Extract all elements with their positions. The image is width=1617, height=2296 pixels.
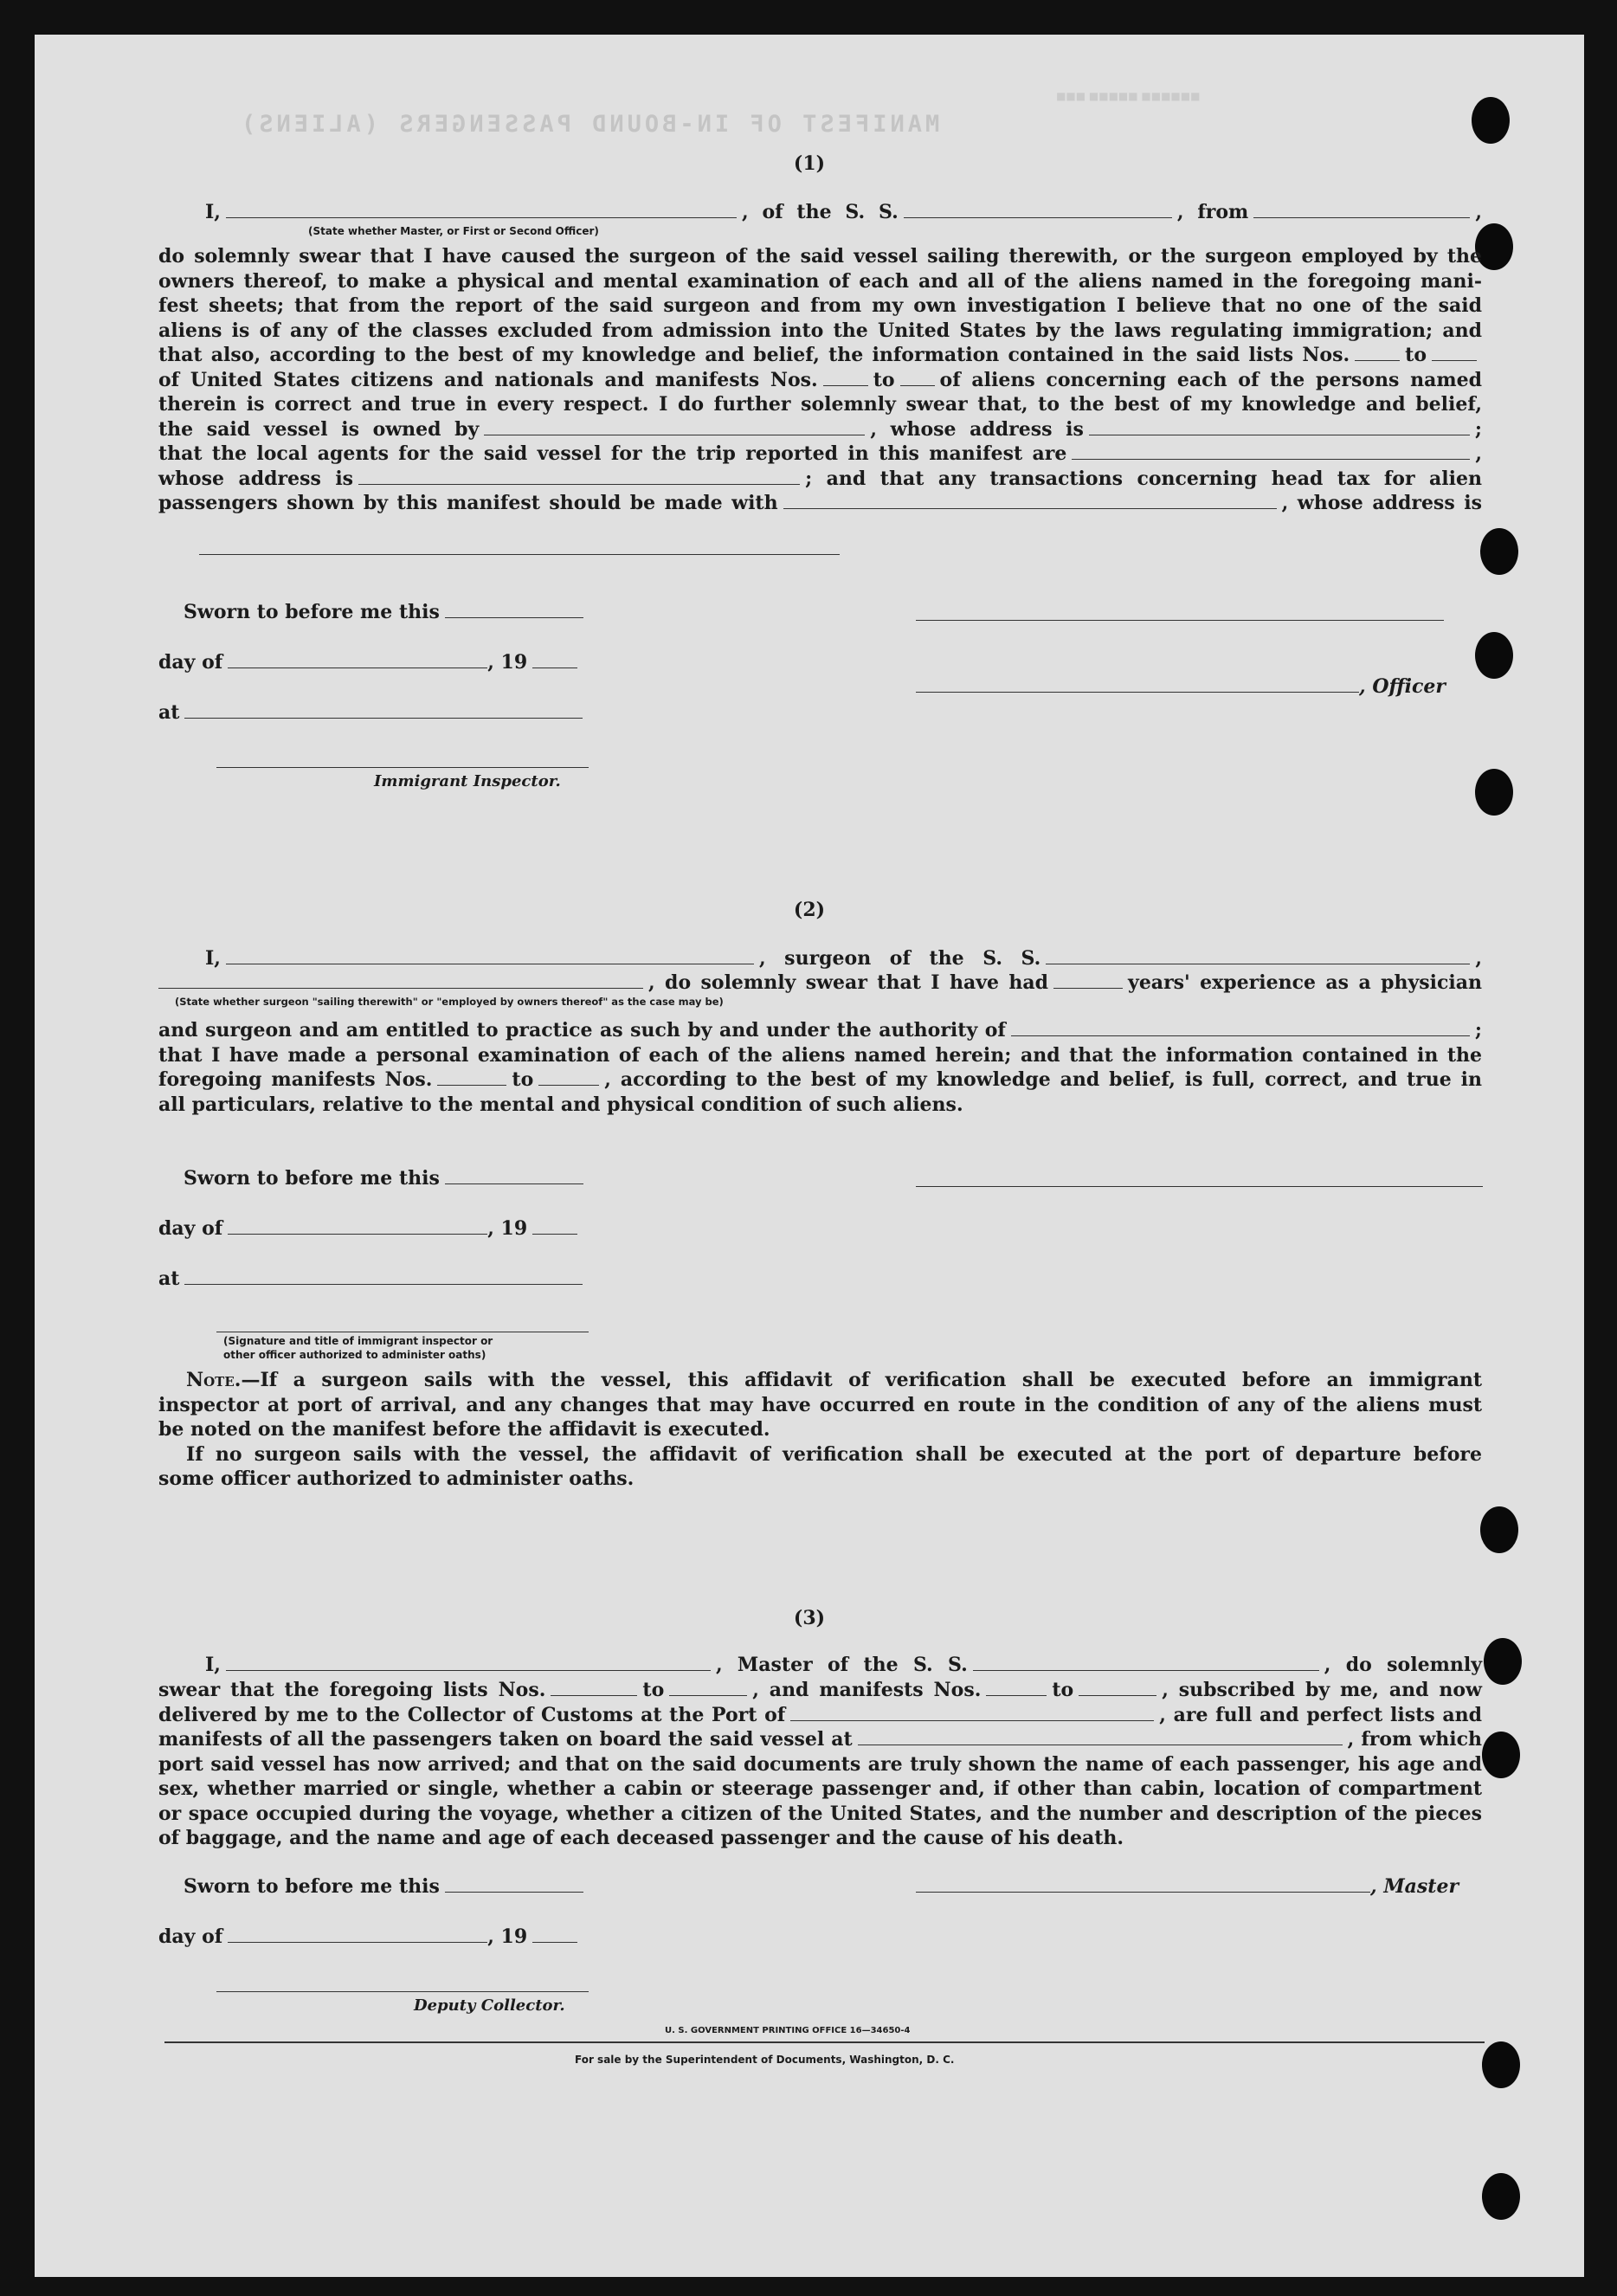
s2-second-line: , do solemnly swear that I have had years' experience as a physician	[158, 971, 1482, 994]
s2-sig-caption-2: other officer authorized to administer oaths)	[223, 1349, 486, 1361]
blank-line	[445, 1170, 583, 1184]
s3-day-of: day of , 19	[158, 1925, 583, 1948]
footer-text: For sale by the Superintendent of Documents, Washington, D. C.	[575, 2054, 955, 2066]
s1-officer: , Officer	[916, 675, 1446, 698]
blank-line	[823, 371, 868, 386]
blank-line	[532, 654, 577, 668]
s3-sworn: Sworn to before me this	[184, 1875, 589, 1898]
punch-hole	[1484, 1638, 1522, 1685]
punch-hole	[1480, 1506, 1518, 1553]
blank-line	[1355, 346, 1400, 361]
s2-at: at	[158, 1267, 588, 1290]
blank-line	[669, 1681, 747, 1696]
blank-line	[226, 203, 737, 218]
blank-line	[1011, 1022, 1470, 1036]
s3-first-line: I, , Master of the S. S. , do solemnly	[205, 1654, 1482, 1676]
section-1-number: (1)	[793, 152, 826, 175]
blank-line	[904, 203, 1172, 218]
s1-caption: (State whether Master, or First or Second Officer)	[308, 225, 599, 237]
blank-line	[1053, 974, 1123, 989]
s2-day-of: day of , 19	[158, 1217, 583, 1240]
blank-line	[1089, 421, 1470, 435]
s2-surgeon-sig	[916, 1186, 1483, 1187]
s3-collector-label: Deputy Collector.	[414, 1996, 565, 2015]
blank-line	[445, 603, 583, 618]
blank-line	[358, 470, 800, 485]
s1-paragraph: do solemnly swear that I have caused the surgeon of the said vessel sailing therewith, or the surgeon employed by the owners thereof, to make a physical and mental examination of each and all of the aliens named in the foregoing mani- fest sheets; that from the report of the said surgeon and from my own investigation I believe that no one of the said aliens is of any of the classes excluded from admission into the United States by the laws regulating immigration; and that also, according to the best of my knowledge and belief, the information contained in the said lists Nos. to of United States citizens and nationals and manifests Nos. to of aliens concerning each of the persons named therein is correct and true in every respect. I do further solemnly swear that, to the best of my knowledge and belief, the said vessel is owned by , whose address is ; that the local agents for the said vessel for the trip reported in this manifest are , whose address is ; and that any transactions concerning head tax for alien passengers shown by this manifest should be made with , whose address is	[158, 245, 1482, 514]
s1-inspector-sig	[216, 767, 589, 768]
s1-at: at	[158, 701, 588, 724]
s1-inspector-label: Immigrant Inspector.	[374, 772, 561, 790]
blank-line	[1046, 950, 1470, 964]
s2-caption: (State whether surgeon "sailing therewith" or "employed by owners thereof" as the case may be)	[175, 996, 724, 1008]
blank-line	[532, 1928, 577, 1943]
blank-line	[1079, 1681, 1156, 1696]
blank-line	[184, 1270, 583, 1285]
printing-office-line: U. S. GOVERNMENT PRINTING OFFICE 16—34650-4	[665, 2026, 911, 2035]
blank-line	[858, 1731, 1343, 1745]
punch-hole	[1482, 2173, 1520, 2220]
s2-note: Note.—If a surgeon sails with the vessel, this affidavit of verification shall be executed before an immigrant inspector at port of arrival, and any changes that may have occurred en route in the condition of any of the aliens must be noted on the manifest before the affidavit is executed. If no surgeon sails with the vessel, the affidavit of verification shall be executed at the port of departure before some officer authorized to administer oaths.	[158, 1369, 1482, 1490]
punch-hole	[1472, 97, 1510, 144]
blank-line	[484, 421, 865, 435]
s1-officer-sig-top	[916, 620, 1444, 621]
s2-first-line: I, , surgeon of the S. S. ,	[205, 947, 1482, 970]
blank-line	[790, 1706, 1154, 1721]
section-3-number: (3)	[793, 1607, 826, 1629]
blank-line	[184, 704, 583, 719]
s2-paragraph: and surgeon and am entitled to practice as such by and under the authority of ; that I have made a personal examination of each of the aliens named herein; and that the information contained in the foregoing manifests Nos. to , according to the best of my knowledge and belief, is full, correct, and true in all particulars, relative to the mental and physical condition of such aliens.	[158, 1019, 1482, 1116]
section-2-number: (2)	[793, 899, 826, 921]
blank-line	[158, 974, 643, 989]
punch-hole	[1482, 2041, 1520, 2088]
s1-continuation-line	[199, 554, 840, 555]
bleed-through-title: MANIFEST OF IN-BOUND PASSENGERS (ALIENS)	[238, 111, 940, 138]
s1-day-of: day of , 19	[158, 651, 583, 674]
blank-line	[445, 1878, 583, 1893]
blank-line	[986, 1681, 1047, 1696]
document-page	[35, 35, 1584, 2277]
blank-line	[228, 1220, 487, 1235]
blank-line	[226, 1656, 711, 1671]
s1-first-line: I, , of the S. S. , from ,	[205, 201, 1482, 223]
footer-rule	[164, 2041, 1485, 2043]
s2-sig-caption-1: (Signature and title of immigrant inspector or	[223, 1335, 493, 1347]
blank-line	[437, 1071, 506, 1086]
s2-sworn: Sworn to before me this	[184, 1167, 589, 1190]
blank-line	[1253, 203, 1470, 218]
blank-line	[900, 371, 935, 386]
bleed-through-text: ■■■■■■ ■■■■■ ■■■	[1056, 90, 1201, 102]
s1-sworn: Sworn to before me this	[184, 601, 589, 623]
blank-line	[228, 1928, 487, 1943]
punch-hole	[1482, 1732, 1520, 1778]
punch-hole	[1480, 528, 1518, 575]
s3-master: , Master	[916, 1875, 1459, 1898]
blank-line	[973, 1656, 1319, 1671]
blank-line	[916, 678, 1359, 693]
blank-line	[226, 950, 754, 964]
blank-line	[551, 1681, 637, 1696]
blank-line	[783, 494, 1277, 509]
s3-paragraph: swear that the foregoing lists Nos. to , and manifests Nos. to , subscribed by me, and now delivered by me to the Collector of Customs at the Port of , are full and perfect lists and manifests of all the passengers taken on board the said vessel at , from which port said vessel has now arrived; and that on the said documents are truly shown the name of each passenger, his age and sex, whether married or single, whether a cabin or steerage passenger and, if other than cabin, location of compartment or space occupied during the voyage, whether a citizen of the United States, and the number and description of the pieces of baggage, and the name and age of each deceased passenger and the cause of his death.	[158, 1679, 1483, 1849]
punch-hole	[1475, 769, 1513, 816]
blank-line	[228, 654, 487, 668]
blank-line	[538, 1071, 599, 1086]
blank-line	[1072, 445, 1470, 460]
punch-hole	[1475, 632, 1513, 679]
blank-line	[916, 1878, 1370, 1893]
blank-line	[532, 1220, 577, 1235]
s3-collector-sig	[216, 1991, 589, 1992]
blank-line	[1432, 346, 1477, 361]
